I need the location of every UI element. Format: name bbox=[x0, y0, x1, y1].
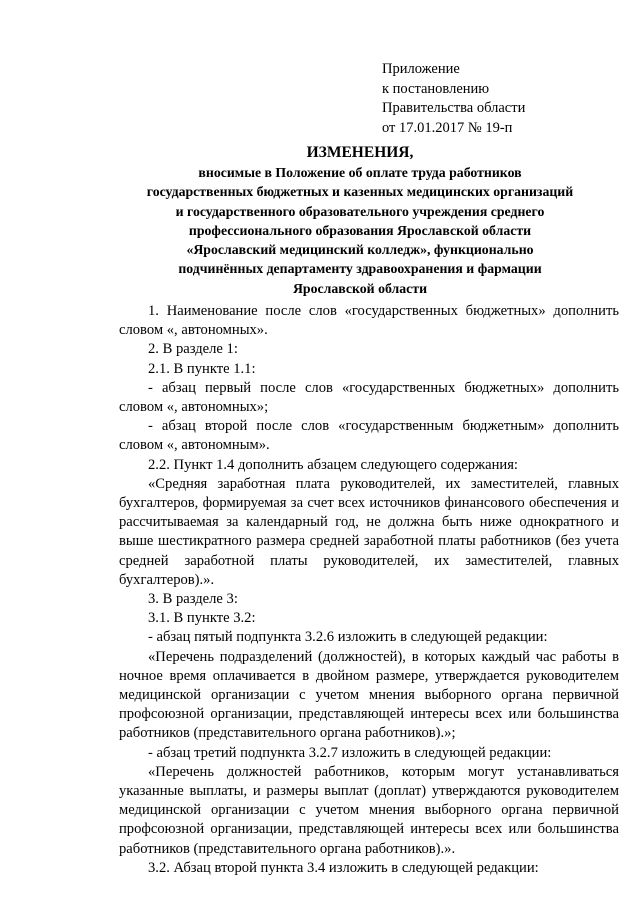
stamp-line-appendix: Приложение bbox=[382, 61, 460, 77]
body-paragraph: 2.2. Пункт 1.4 дополнить абзацем следующего содержания: bbox=[148, 456, 518, 473]
body-paragraph: 1. Наименование после слов «государственных бюджетных» дополнить словом «, автономных». bbox=[119, 303, 619, 339]
heading-line: государственных бюджетных и казенных медицинских организаций bbox=[146, 184, 574, 200]
heading-line: профессионального образования Ярославской области bbox=[188, 222, 532, 238]
heading-title: ИЗМЕНЕНИЯ, bbox=[306, 144, 414, 161]
stamp-line-resolution: к постановлению bbox=[382, 80, 490, 97]
body-paragraph: 2.1. В пункте 1.1: bbox=[148, 360, 256, 377]
heading-line: и государственного образовательного учреждения среднего bbox=[175, 203, 545, 219]
body-paragraph: 3.1. В пункте 3.2: bbox=[148, 610, 256, 627]
document-heading bbox=[100, 142, 620, 298]
document-body bbox=[119, 302, 619, 878]
stamp-line-government: Правительства области bbox=[382, 100, 526, 116]
body-paragraph: 2. В разделе 1: bbox=[148, 341, 238, 358]
body-paragraph: - абзац второй после слов «государственным бюджетным» дополнить словом «, автономным». bbox=[119, 418, 619, 454]
stamp-line-date-number: от 17.01.2017 № 19-п bbox=[382, 119, 513, 136]
heading-line: вносимые в Положение об оплате труда работников bbox=[198, 165, 522, 180]
body-paragraph: «Средняя заработная плата руководителей, их заместителей, главных бухгалтеров, формируемая за счет всех источников финансового обеспечения и рассчитываемая за календарный год, не должна быть ниже однократного и выше шестикратного размера средней заработной платы работников (без учета средней заработной платы руководителей, их заместителей, главных бухгалтеров).». bbox=[119, 475, 619, 588]
heading-line: подчинённых департаменту здравоохранения и фармации bbox=[178, 261, 542, 277]
approval-stamp bbox=[382, 60, 622, 138]
body-paragraph: «Перечень должностей работников, которым могут устанавливаться указанные выплаты, и размеры выплат (доплат) утверждаются руководителем медицинской организации с учетом мнения выборного органа первичной профсоюзной организации, представляющей интересы всех или большинства работников (представительного органа работников).». bbox=[119, 763, 619, 857]
body-paragraph: 3. В разделе 3: bbox=[148, 591, 238, 608]
body-paragraph: - абзац третий подпункта 3.2.7 изложить в следующей редакции: bbox=[148, 744, 552, 761]
body-paragraph: - абзац пятый подпункта 3.2.6 изложить в следующей редакции: bbox=[148, 629, 548, 646]
heading-line: «Ярославский медицинский колледж», функционально bbox=[186, 242, 534, 258]
body-paragraph: «Перечень подразделений (должностей), в которых каждый час работы в ночное время оплачивается в двойном размере, утверждается руководителем медицинской организации с учетом мнения выборного органа первичной профсоюзной организации, представляющей интересы всех или большинства работников (представительного органа работников).»; bbox=[119, 648, 619, 742]
body-paragraph: - абзац первый после слов «государственных бюджетных» дополнить словом «, автономных»; bbox=[119, 379, 619, 416]
heading-line: Ярославской области bbox=[292, 280, 428, 296]
body-paragraph: 3.2. Абзац второй пункта 3.4 изложить в следующей редакции: bbox=[148, 859, 539, 876]
